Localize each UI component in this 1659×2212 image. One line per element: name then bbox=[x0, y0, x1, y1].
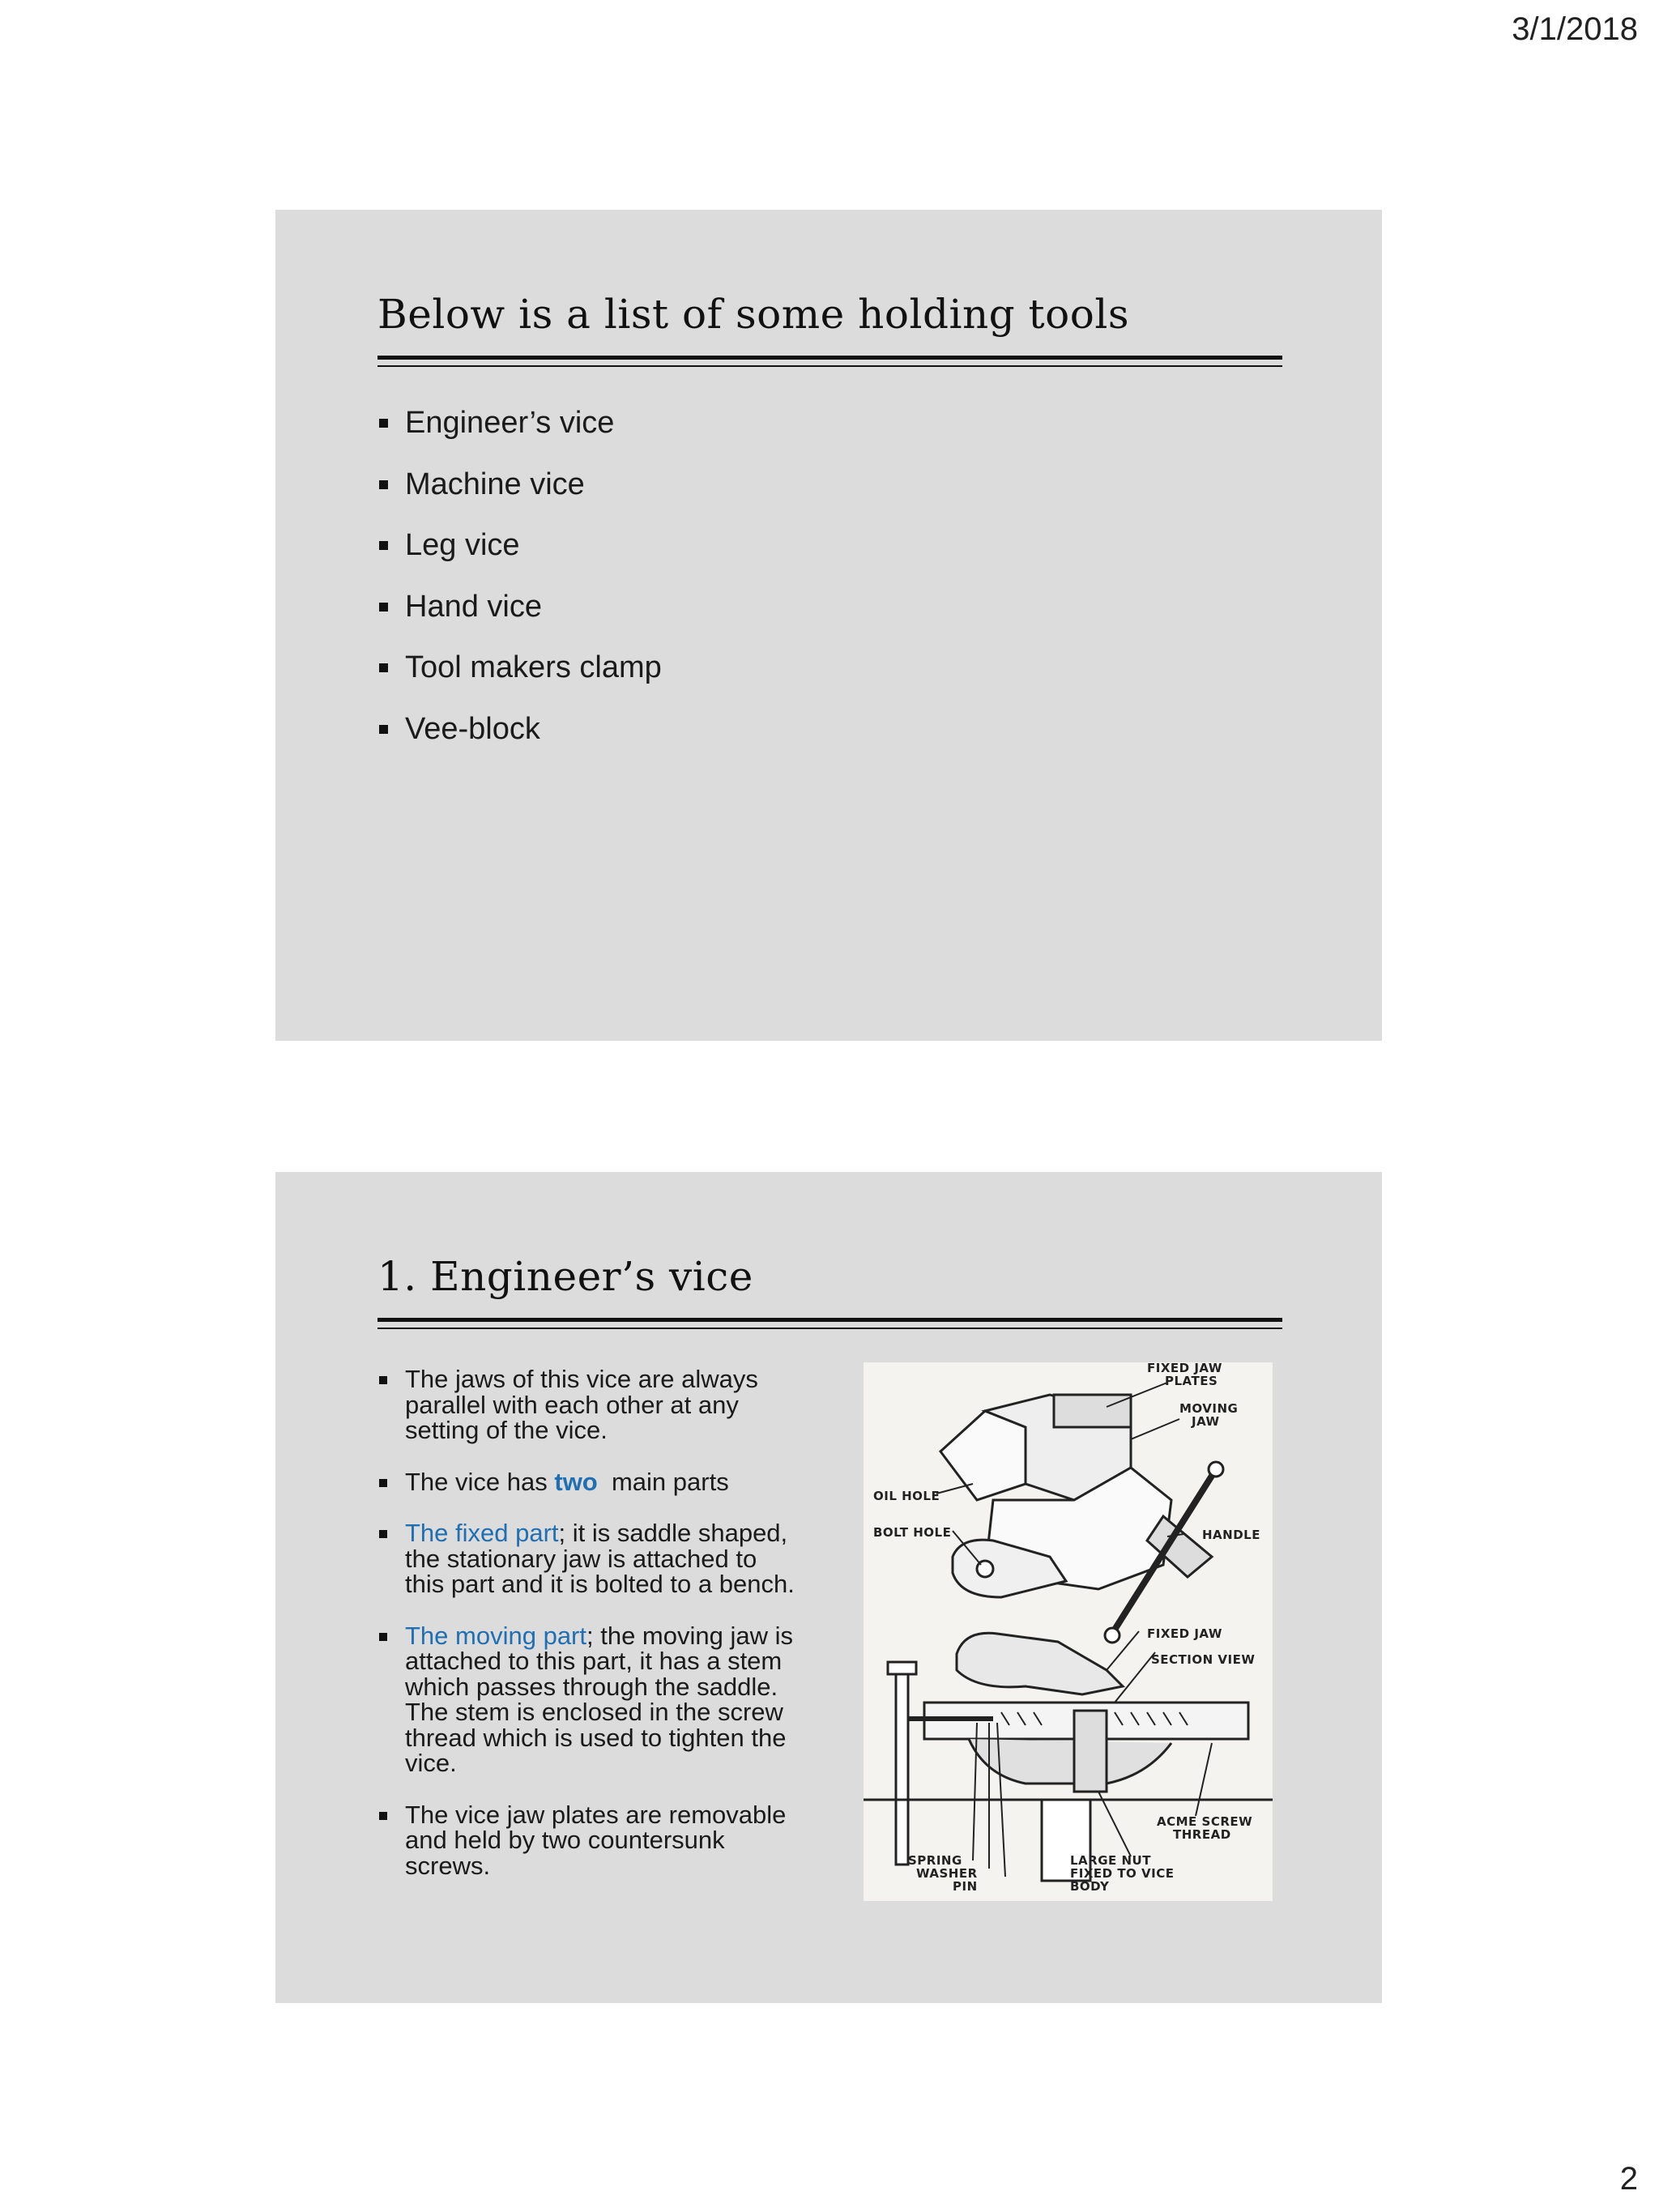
list-item: The fixed part; it is saddle shaped, the stationary jaw is attached to this part and it is bolted to a bench. bbox=[377, 1520, 799, 1597]
list-item: The moving part; the moving jaw is attached to this part, it has a stem which passes through the saddle. The stem is enclosed in the screw thread which is used to tighten the vice. bbox=[377, 1623, 799, 1776]
list-item: Engineer’s vice bbox=[377, 403, 662, 464]
label-oil-hole: OIL HOLE bbox=[873, 1489, 940, 1503]
bullet-icon bbox=[379, 1530, 387, 1538]
label-moving-jaw-2: JAW bbox=[1192, 1414, 1220, 1429]
title-divider bbox=[377, 356, 1282, 368]
bullet-icon bbox=[379, 1479, 387, 1487]
highlight-text: The moving part bbox=[405, 1621, 586, 1650]
bullet-icon bbox=[379, 1633, 387, 1641]
label-bolt-hole: BOLT HOLE bbox=[873, 1525, 952, 1540]
bullet-icon bbox=[379, 725, 388, 734]
slide-engineers-vice bbox=[275, 1172, 1382, 2003]
bullet-icon bbox=[379, 1812, 387, 1820]
bullet-icon bbox=[379, 480, 388, 489]
vice-diagram-svg bbox=[864, 1362, 1273, 1901]
bullet-icon bbox=[379, 1376, 387, 1384]
title-divider bbox=[377, 1318, 1282, 1330]
label-section-view: SECTION VIEW bbox=[1151, 1652, 1256, 1667]
list-item: The vice has two main parts bbox=[377, 1469, 799, 1495]
label-spring: SPRING bbox=[908, 1853, 962, 1868]
vice-diagram bbox=[864, 1362, 1273, 1901]
label-large-nut: LARGE NUT bbox=[1070, 1853, 1151, 1868]
slide-title: Below is a list of some holding tools bbox=[377, 291, 1129, 338]
label-fixed-jaw-plates: FIXED JAW bbox=[1147, 1362, 1222, 1375]
page-date: 3/1/2018 bbox=[1512, 11, 1638, 47]
list-item: Vee-block bbox=[377, 709, 662, 770]
label-fixed-jaw: FIXED JAW bbox=[1147, 1626, 1222, 1641]
slide-title: 1. Engineer’s vice bbox=[377, 1253, 753, 1300]
label-handle: HANDLE bbox=[1202, 1528, 1260, 1542]
holding-tools-list bbox=[377, 403, 662, 769]
label-washer: WASHER bbox=[916, 1866, 978, 1881]
label-acme-thread: THREAD bbox=[1173, 1827, 1231, 1842]
vice-description-list bbox=[377, 1366, 799, 1904]
list-item: The vice jaw plates are removable and held by two countersunk screws. bbox=[377, 1802, 799, 1879]
slide-holding-tools bbox=[275, 210, 1382, 1041]
list-item: The jaws of this vice are always parallel with each other at any setting of the vice. bbox=[377, 1366, 799, 1443]
list-item: Leg vice bbox=[377, 525, 662, 586]
vice-isometric-drawing bbox=[940, 1395, 1223, 1643]
label-fixed-to-vice: FIXED TO VICE bbox=[1070, 1866, 1175, 1881]
label-fixed-jaw-plates-2: PLATES bbox=[1165, 1374, 1218, 1388]
list-item: Tool makers clamp bbox=[377, 647, 662, 709]
label-pin: PIN bbox=[953, 1879, 978, 1894]
list-item: Machine vice bbox=[377, 464, 662, 526]
vice-section-drawing bbox=[864, 1633, 1273, 1881]
bullet-icon bbox=[379, 541, 388, 550]
bullet-icon bbox=[379, 663, 388, 672]
highlight-text: two bbox=[554, 1467, 598, 1496]
label-body: BODY bbox=[1070, 1879, 1110, 1894]
highlight-text: The fixed part bbox=[405, 1519, 559, 1547]
label-moving-jaw: MOVING bbox=[1179, 1401, 1239, 1416]
label-acme-screw: ACME SCREW bbox=[1157, 1814, 1253, 1829]
list-item: Hand vice bbox=[377, 586, 662, 648]
bullet-icon bbox=[379, 419, 388, 428]
page-number: 2 bbox=[1619, 2161, 1638, 2197]
bullet-icon bbox=[379, 603, 388, 612]
